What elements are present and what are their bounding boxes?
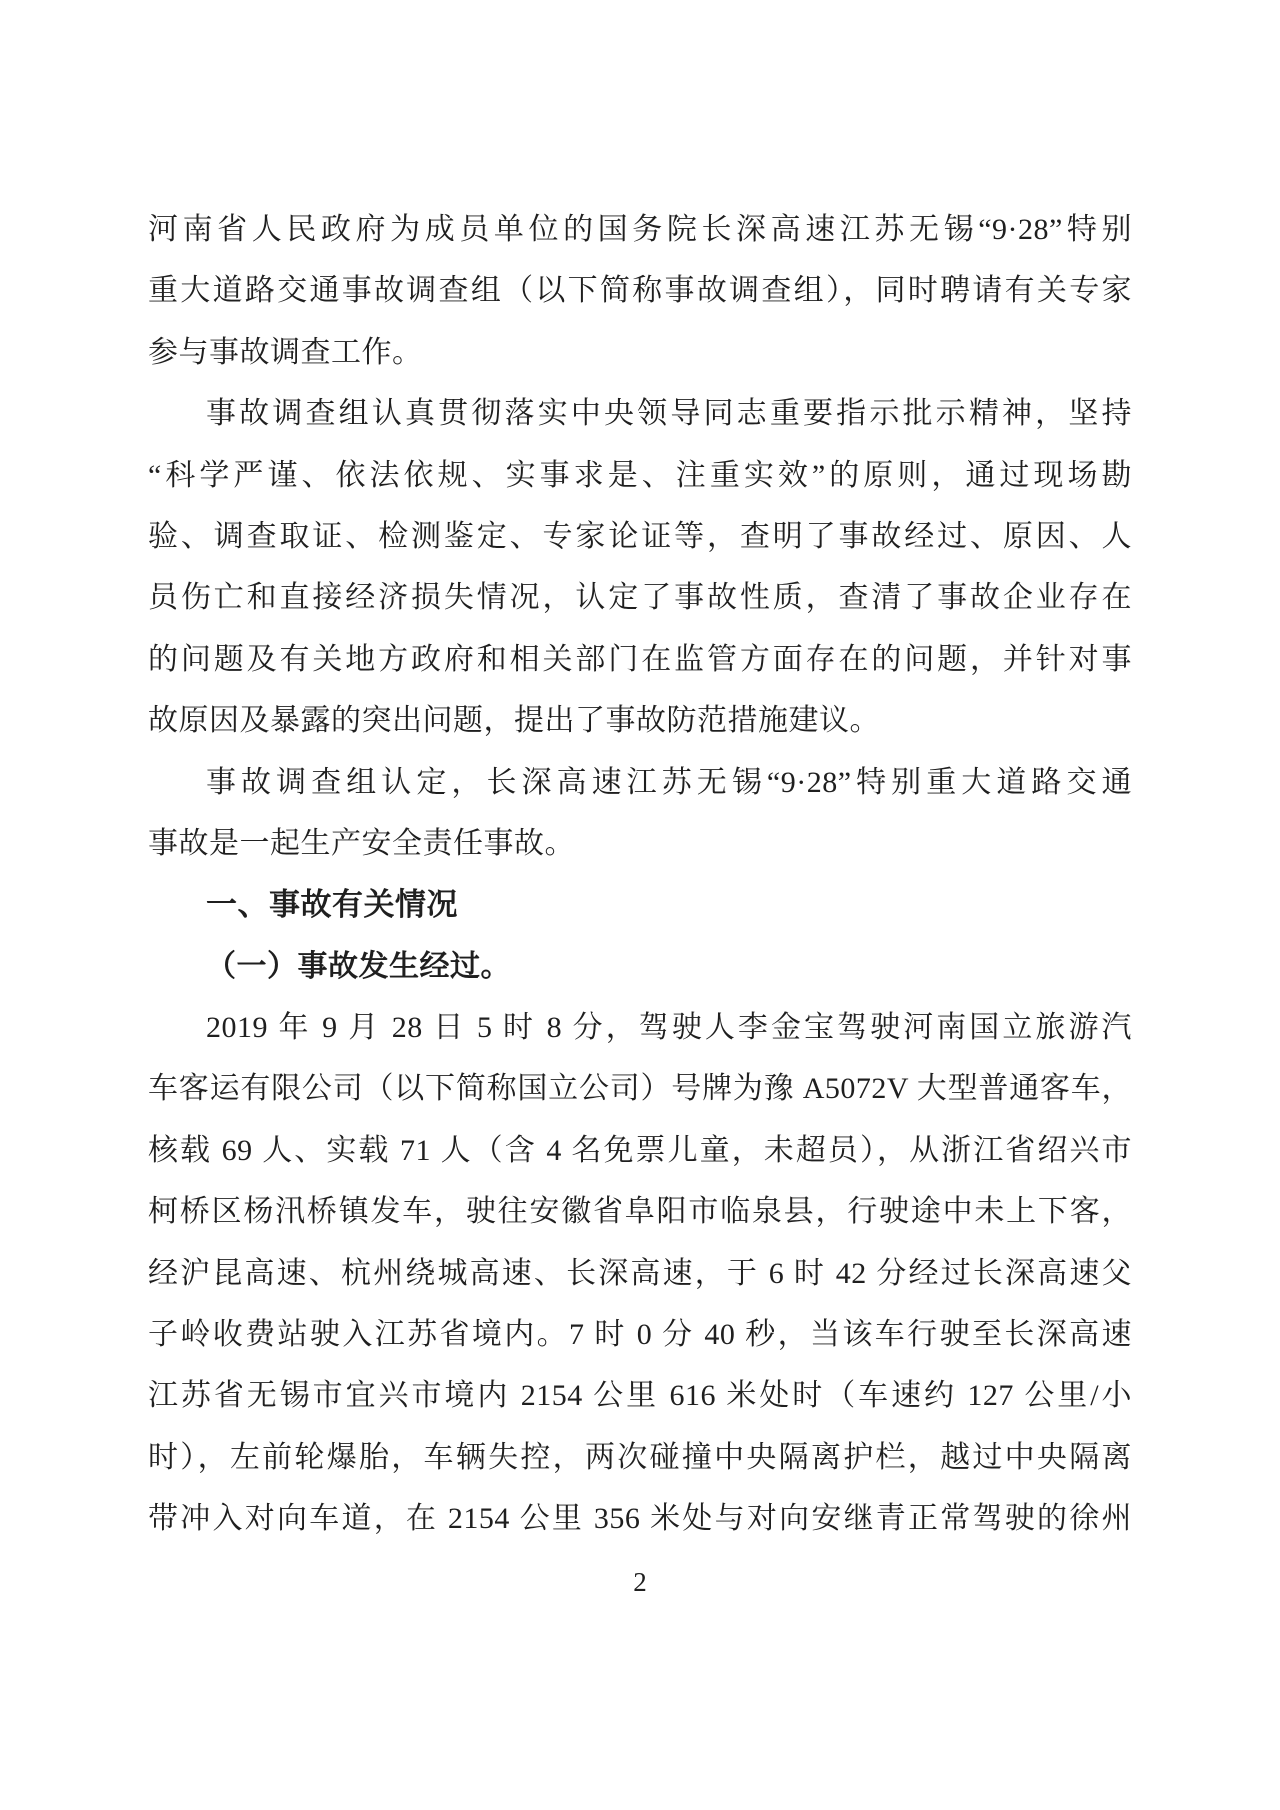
text-line: 员伤亡和直接经济损失情况，认定了事故性质，查清了事故企业存在 xyxy=(148,581,1132,615)
text-line: 时），左前轮爆胎，车辆失控，两次碰撞中央隔离护栏，越过中央隔离 xyxy=(148,1440,1132,1474)
text-line: 河南省人民政府为成员单位的国务院长深高速江苏无锡“9·28”特别 xyxy=(148,213,1132,246)
text-line: 江苏省无锡市宜兴市境内 2154 公里 616 米处时（车速约 127 公里/小 xyxy=(148,1379,1132,1413)
text-line: 故原因及暴露的突出问题，提出了事故防范措施建议。 xyxy=(148,704,880,738)
section-heading: 一、事故有关情况 xyxy=(206,887,458,923)
document-body xyxy=(148,199,1132,1550)
text-line: 重大道路交通事故调查组（以下简称事故调查组），同时聘请有关专家 xyxy=(148,274,1132,308)
text-line: 子岭收费站驶入江苏省境内。7 时 0 分 40 秒，当该车行驶至长深高速 xyxy=(148,1318,1132,1352)
text-line: 事故是一起生产安全责任事故。 xyxy=(148,826,575,860)
text-line: 的问题及有关地方政府和相关部门在监管方面存在的问题，并针对事 xyxy=(148,642,1132,676)
text-line: 验、调查取证、检测鉴定、专家论证等，查明了事故经过、原因、人 xyxy=(148,519,1132,553)
text-line: 核载 69 人、实载 71 人（含 4 名免票儿童，未超员），从浙江省绍兴市 xyxy=(148,1133,1132,1167)
text-line: 2019 年 9 月 28 日 5 时 8 分，驾驶人李金宝驾驶河南国立旅游汽 xyxy=(206,1011,1132,1045)
page-number: 2 xyxy=(633,1567,647,1597)
text-line: 带冲入对向车道，在 2154 公里 356 米处与对向安继青正常驾驶的徐州 xyxy=(148,1502,1132,1536)
text-line: 车客运有限公司（以下简称国立公司）号牌为豫 A5072V 大型普通客车， xyxy=(148,1072,1132,1106)
text-line: 参与事故调查工作。 xyxy=(148,335,423,369)
text-line: 经沪昆高速、杭州绕城高速、长深高速，于 6 时 42 分经过长深高速父 xyxy=(148,1256,1132,1290)
text-line: 事故调查组认定，长深高速江苏无锡“9·28”特别重大道路交通 xyxy=(206,765,1132,799)
text-line: 柯桥区杨汛桥镇发车，驶往安徽省阜阳市临泉县，行驶途中未上下客， xyxy=(148,1195,1132,1229)
subsection-heading: （一）事故发生经过。 xyxy=(206,949,511,983)
text-line: “科学严谨、依法依规、实事求是、注重实效”的原则，通过现场勘 xyxy=(148,458,1132,492)
text-line: 事故调查组认真贯彻落实中央领导同志重要指示批示精神，坚持 xyxy=(206,397,1132,431)
